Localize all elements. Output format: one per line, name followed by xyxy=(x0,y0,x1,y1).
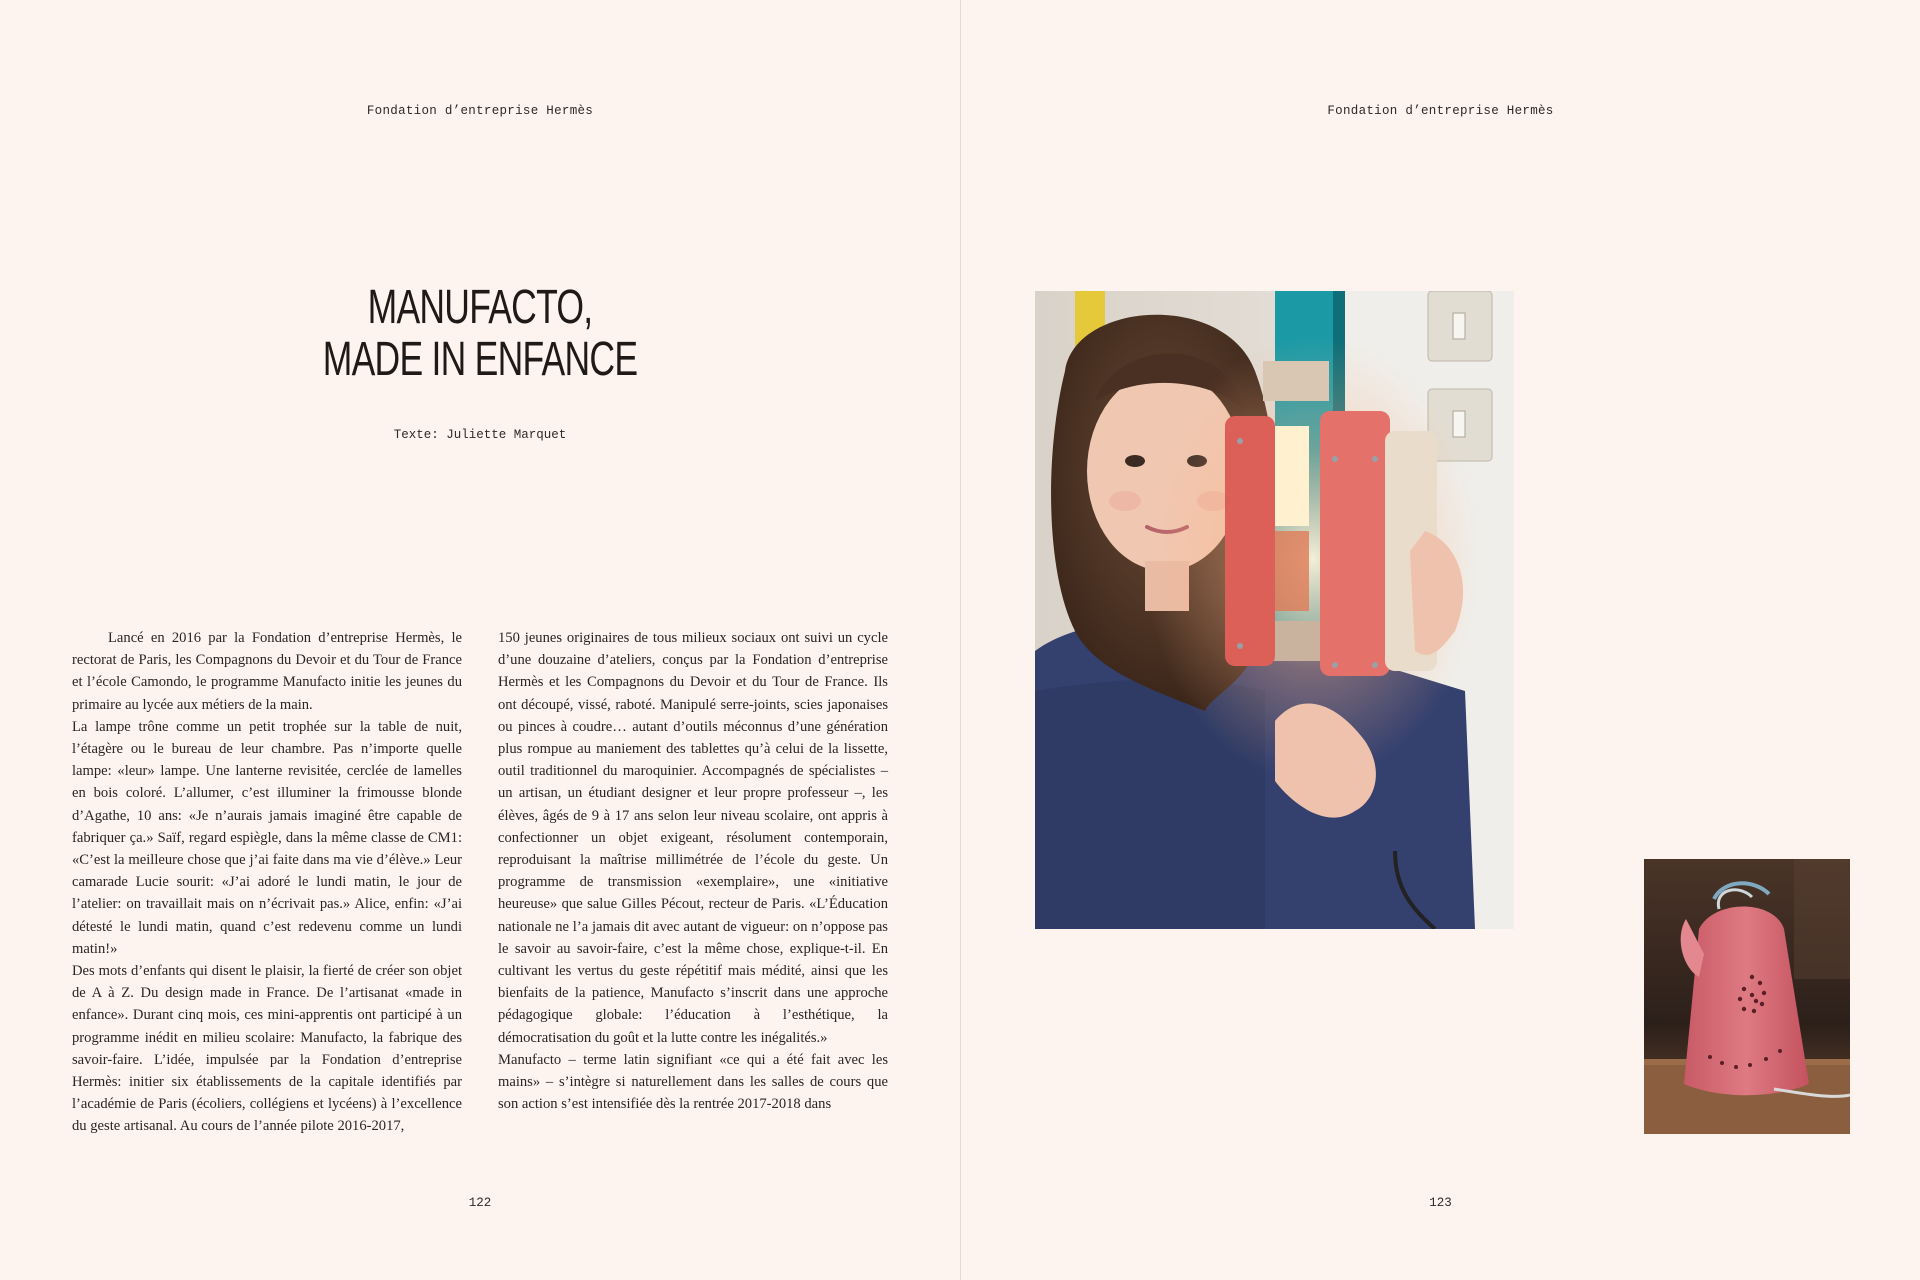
page-number-left: 122 xyxy=(468,1196,492,1210)
running-head-left: Fondation d’entreprise Hermès xyxy=(366,104,594,118)
photo-leather-lamp-illustration xyxy=(1644,859,1850,1134)
text-column-1 xyxy=(72,627,462,1138)
photo-girl-with-lamp-illustration xyxy=(1035,291,1514,929)
paragraph: Manufacto – terme latin signifiant «ce qui a été fait avec les mains» – s’intègre si naturellement dans les salles de cours que son action s’est intensifiée dès la rentrée 2017-2018 dans xyxy=(498,1051,888,1113)
title-line-2: MADE IN ENFANCE xyxy=(322,333,638,386)
paragraph: Des mots d’enfants qui disent le plaisir, la fierté de créer son objet de A à Z. Du design made in France. De l’artisanat «made in enfance». Durant cinq mois, ces mini-apprentis ont participé à un programme inédit en milieu scolaire: Manufacto, la fabrique des savoir-faire. L’idée, impulsée par la Fondation d’entreprise Hermès: initier six établissements de la capitale identifiés par l’académie de Paris (écoliers, collégiens et lycéens) à l’excellence du geste artisanal. Au cours de l’année pilote 2016-2017, xyxy=(72,963,462,1135)
running-head-right: Fondation d’entreprise Hermès xyxy=(1327,104,1554,118)
paragraph: La lampe trône comme un petit trophée sur la table de nuit, l’étagère ou le bureau de leur chambre. Pas n’importe quelle lampe: «leur» lampe. Une lanterne revisitée, cerclée de lamelles en bois coloré. L’allumer, c’est illuminer la frimousse blonde d’Agathe, 10 ans: «Je n’aurais jamais imaginé être capable de fabriquer ça.» Saïf, regard espiègle, dans la même classe de CM1: «C’est la meilleure chose que j’ai faite dans ma vie d’élève.» Leur camarade Lucie sourit: «J’ai adoré le lundi matin, le jour de l’atelier: on travaillait mais on n’écrivait pas.» Alice, enfin: «J’ai détesté le lundi matin, quand c’est redevenu comme un lundi matin!» xyxy=(72,718,462,957)
paragraph: Lancé en 2016 par la Fondation d’entreprise Hermès, le rectorat de Paris, les Compagnons du Devoir et du Tour de France et l’école Camondo, le programme Manufacto initie les jeunes du primaire au lycée aux métiers de la main. xyxy=(72,630,462,713)
photo-girl-with-lamp xyxy=(1035,291,1514,929)
article-title xyxy=(260,282,700,386)
title-line-1: MANUFACTO, xyxy=(367,281,593,334)
text-column-2 xyxy=(498,627,888,1115)
photo-leather-lamp xyxy=(1644,859,1850,1134)
right-page xyxy=(961,0,1920,1280)
paragraph: 150 jeunes originaires de tous milieux sociaux ont suivi un cycle d’une douzaine d’ateliers, conçus par la Fondation d’entreprise Hermès et les Compagnons du Devoir et du Tour de France. Ils ont découpé, vissé, raboté. Manipulé serre-joints, scies japonaises ou pinces à coudre… autant d’outils méconnus d’une génération plus rompue au maniement des tablettes qu’à celui de la lissette, outil traditionnel du maroquinier. Accompagnés de spécialistes – un artisan, un étudiant designer et leur propre professeur –, les élèves, âgés de 9 à 17 ans selon leur niveau scolaire, ont appris à confectionner un objet exigeant, résolument contemporain, reproduisant la maîtrise millimétrée de l’école du geste. Un programme de transmission «exemplaire», une «initiative heureuse» que salue Gilles Pécout, recteur de Paris. «L’Éducation nationale ne l’a jamais dit avec autant de vigueur: on n’oppose pas le savoir au savoir-faire, c’est la même chose, explique-t-il. En cultivant les vertus du geste répétitif mais médité, ainsi que les bienfaits de la patience, Manufacto s’inscrit dans une approche pédagogique globale: l’éducation à l’esthétique, la démocratisation du goût et la lutte contre les inégalités.» xyxy=(498,630,888,1046)
page-number-right: 123 xyxy=(1429,1196,1452,1210)
byline: Texte: Juliette Marquet xyxy=(393,428,567,442)
